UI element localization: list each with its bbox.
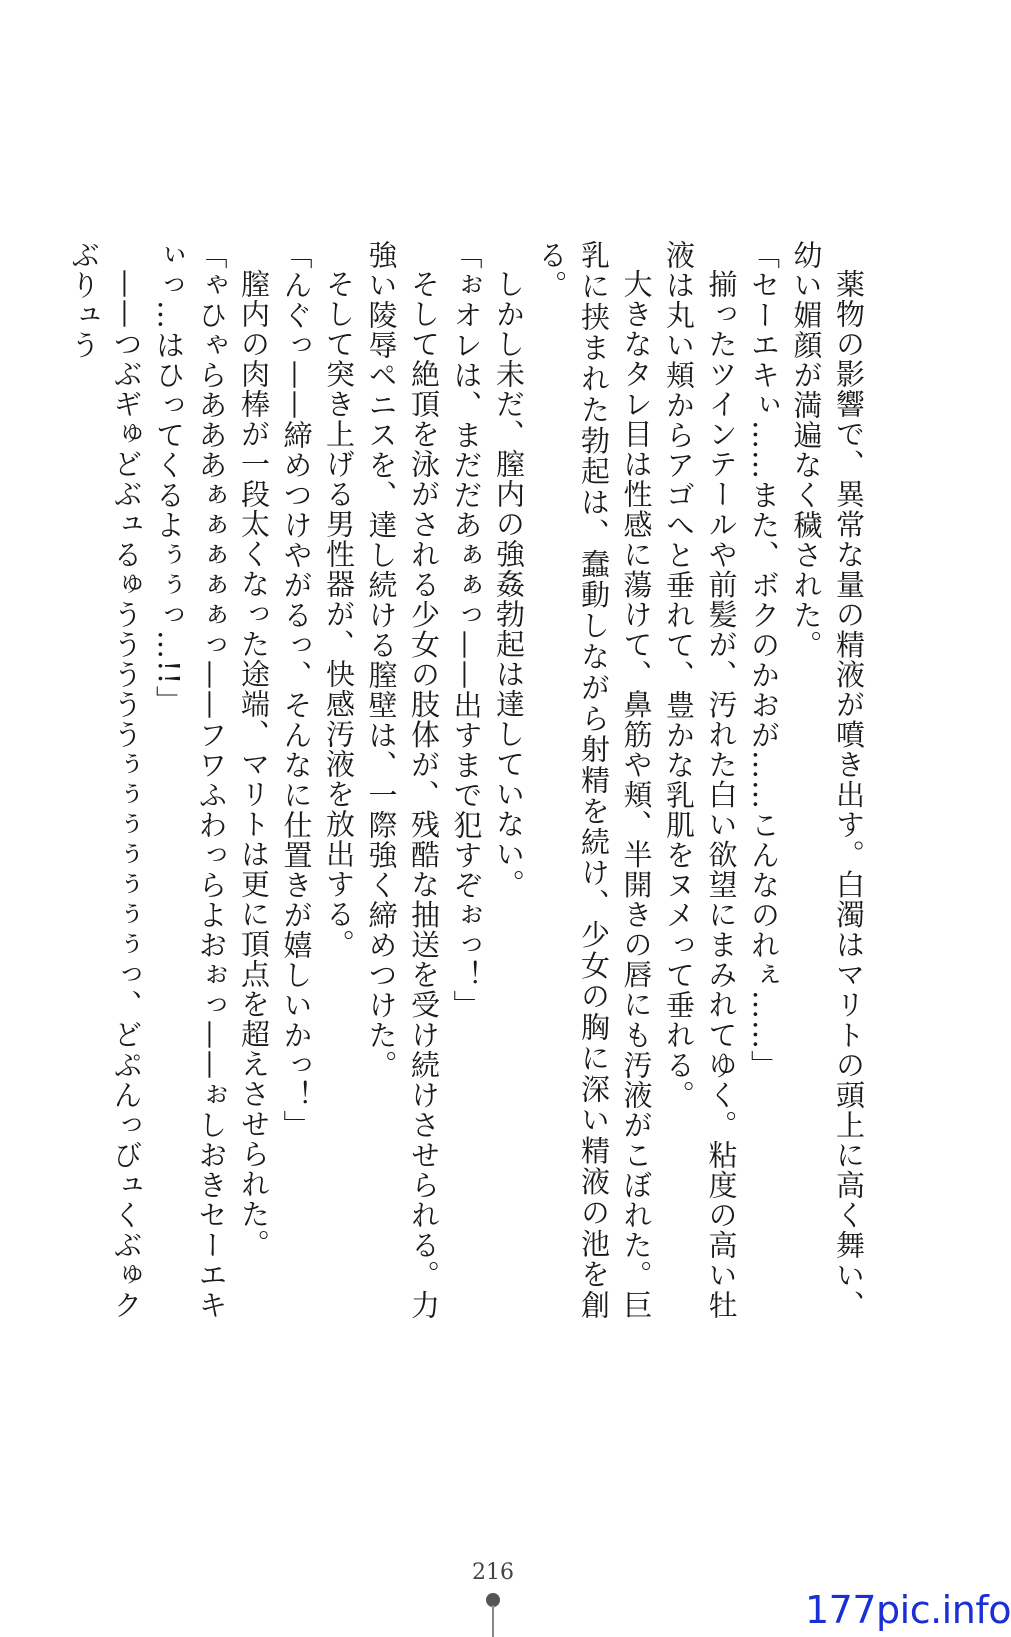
- paragraph-2: 揃ったツインテールや前髪が、汚れた白い欲望にまみれてゆく。粘度の高い牡液は丸い頬からアゴへと垂れて、豊かな乳肌をヌメって垂れる。: [662, 240, 739, 1321]
- paragraph-8: ——つぶギゅどぶュるゅうううううぅぅぅぅぅぅぅっ、どぷんっびュくぶゅクぶりュう: [67, 240, 144, 1320]
- paragraph-3: 大きなタレ目は性感に蕩けて、鼻筋や頬、半開きの唇にも汚液がこぼれた。巨乳に挟まれた勃起は、蠢動しながら射精を続け、少女の胸に深い精液の池を創る。: [534, 240, 654, 1320]
- dialogue-4: 「ゃひゃらあああぁぁぁぁぁっ——フワふわっらよおぉっ——ぉしおきセーエキぃっ…はひってくるよぅぅっ…!!」: [152, 240, 229, 1320]
- paragraph-5: そして絶頂を泳がされる少女の肢体が、残酷な抽送を受け続けさせられる。力強い陵辱ペニスを、達し続ける膣壁は、一際強く締めつけた。: [364, 240, 441, 1320]
- dialogue-2: 「ぉオレは、まだだあぁぁっ——出すまで犯すぞぉっ！」: [449, 240, 484, 1020]
- dialogue-1: 「セーエキぃ……また、ボクのかおが……こんなのれぇ……」: [747, 240, 781, 1080]
- page-marker-stem: [492, 1605, 494, 1637]
- watermark-text: 177pic.info: [805, 1588, 1011, 1632]
- paragraph-6: そして突き上げる男性器が、快感汚液を放出する。: [322, 269, 356, 959]
- paragraph-4: しかし未だ、膣内の強姦勃起は達していない。: [492, 269, 526, 899]
- paragraph-1: 薬物の影響で、異常な量の精液が噴き出す。白濁はマリトの頭上に高く舞い、幼い媚顔が満遍なく穢された。: [789, 240, 866, 1321]
- dialogue-3: 「んぐっ——締めつけやがるっ、そんなに仕置きが嬉しいかっ！」: [279, 240, 314, 1140]
- paragraph-7: 膣内の肉棒が一段太くなった途端、マリトは更に頂点を超えさせられた。: [237, 269, 271, 1259]
- page-marker-icon: [486, 1593, 500, 1637]
- body-text-column-block: [67, 240, 870, 1321]
- page-number: 216: [472, 1560, 514, 1585]
